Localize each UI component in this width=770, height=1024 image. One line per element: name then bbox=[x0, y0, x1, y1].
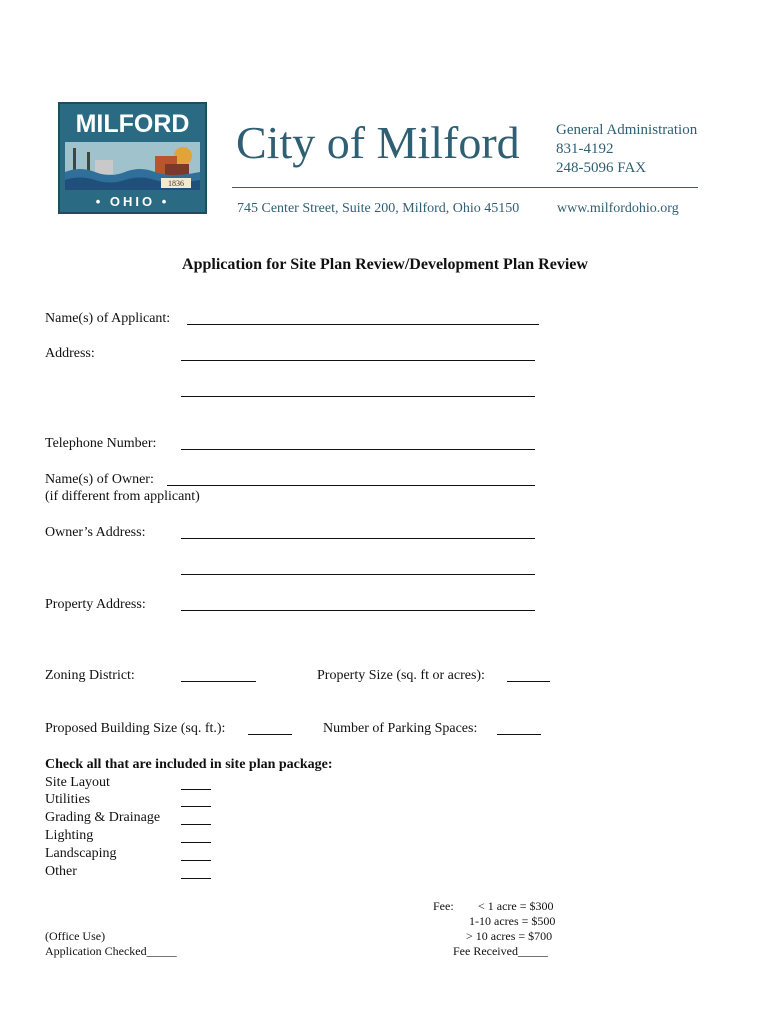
telephone-field[interactable] bbox=[181, 449, 535, 450]
checklist-item-landscaping: Landscaping bbox=[45, 846, 117, 861]
property-size-field[interactable] bbox=[507, 681, 550, 682]
owner-field[interactable] bbox=[167, 485, 535, 486]
checklist-item-lighting: Lighting bbox=[45, 828, 94, 843]
checklist-item-site-layout: Site Layout bbox=[45, 775, 110, 790]
fee-received: Fee Received_____ bbox=[453, 944, 548, 958]
header-address: 745 Center Street, Suite 200, Milford, Ohio 45150 bbox=[237, 201, 520, 216]
zoning-label: Zoning District: bbox=[45, 668, 135, 683]
checklist-item-other: Other bbox=[45, 864, 77, 879]
parking-label: Number of Parking Spaces: bbox=[323, 721, 478, 736]
building-size-field[interactable] bbox=[248, 734, 292, 735]
form-title: Application for Site Plan Review/Development Plan Review bbox=[182, 256, 588, 273]
address-field-1[interactable] bbox=[181, 360, 535, 361]
checklist-heading: Check all that are included in site plan package: bbox=[45, 757, 333, 772]
owner-address-label: Owner’s Address: bbox=[45, 525, 146, 540]
fee-line-medium: 1-10 acres = $500 bbox=[469, 914, 556, 928]
property-address-field[interactable] bbox=[181, 610, 535, 611]
owner-address-field-1[interactable] bbox=[181, 538, 535, 539]
logo-scene-icon bbox=[65, 142, 200, 190]
dept-phone: 831-4192 bbox=[556, 141, 614, 157]
property-address-label: Property Address: bbox=[45, 597, 146, 612]
header-rule bbox=[232, 187, 698, 188]
application-checked: Application Checked_____ bbox=[45, 944, 177, 958]
office-use-label: (Office Use) bbox=[45, 929, 106, 943]
milford-logo bbox=[58, 102, 207, 214]
building-size-label: Proposed Building Size (sq. ft.): bbox=[45, 721, 226, 736]
address-field-2[interactable] bbox=[181, 396, 535, 397]
owner-note: (if different from applicant) bbox=[45, 489, 200, 504]
fee-line-small: < 1 acre = $300 bbox=[478, 899, 554, 913]
checklist-blank-site-layout[interactable] bbox=[181, 789, 211, 790]
checklist-blank-grading[interactable] bbox=[181, 824, 211, 825]
zoning-field[interactable] bbox=[181, 681, 256, 682]
applicant-label: Name(s) of Applicant: bbox=[45, 311, 171, 326]
checklist-blank-utilities[interactable] bbox=[181, 806, 211, 807]
fee-label: Fee: bbox=[433, 899, 454, 913]
city-name: City of Milford bbox=[236, 117, 520, 168]
header-website[interactable]: www.milfordohio.org bbox=[557, 201, 679, 216]
checklist-blank-landscaping[interactable] bbox=[181, 860, 211, 861]
checklist-item-grading: Grading & Drainage bbox=[45, 810, 161, 825]
checklist-blank-other[interactable] bbox=[181, 878, 211, 879]
logo-subtitle: • OHIO • bbox=[95, 194, 170, 209]
logo-wordmark: MILFORD bbox=[75, 110, 190, 138]
owner-label: Name(s) of Owner: bbox=[45, 472, 154, 487]
dept-name: General Administration bbox=[556, 122, 698, 138]
property-size-label: Property Size (sq. ft or acres): bbox=[317, 668, 485, 683]
logo-year: 1836 bbox=[168, 179, 184, 188]
address-label: Address: bbox=[45, 346, 95, 361]
dept-fax: 248-5096 FAX bbox=[556, 160, 647, 176]
applicant-field[interactable] bbox=[187, 324, 539, 325]
telephone-label: Telephone Number: bbox=[45, 436, 157, 451]
checklist-item-utilities: Utilities bbox=[45, 792, 91, 807]
owner-address-field-2[interactable] bbox=[181, 574, 535, 575]
checklist-blank-lighting[interactable] bbox=[181, 842, 211, 843]
parking-field[interactable] bbox=[497, 734, 541, 735]
fee-line-large: > 10 acres = $700 bbox=[466, 929, 553, 943]
